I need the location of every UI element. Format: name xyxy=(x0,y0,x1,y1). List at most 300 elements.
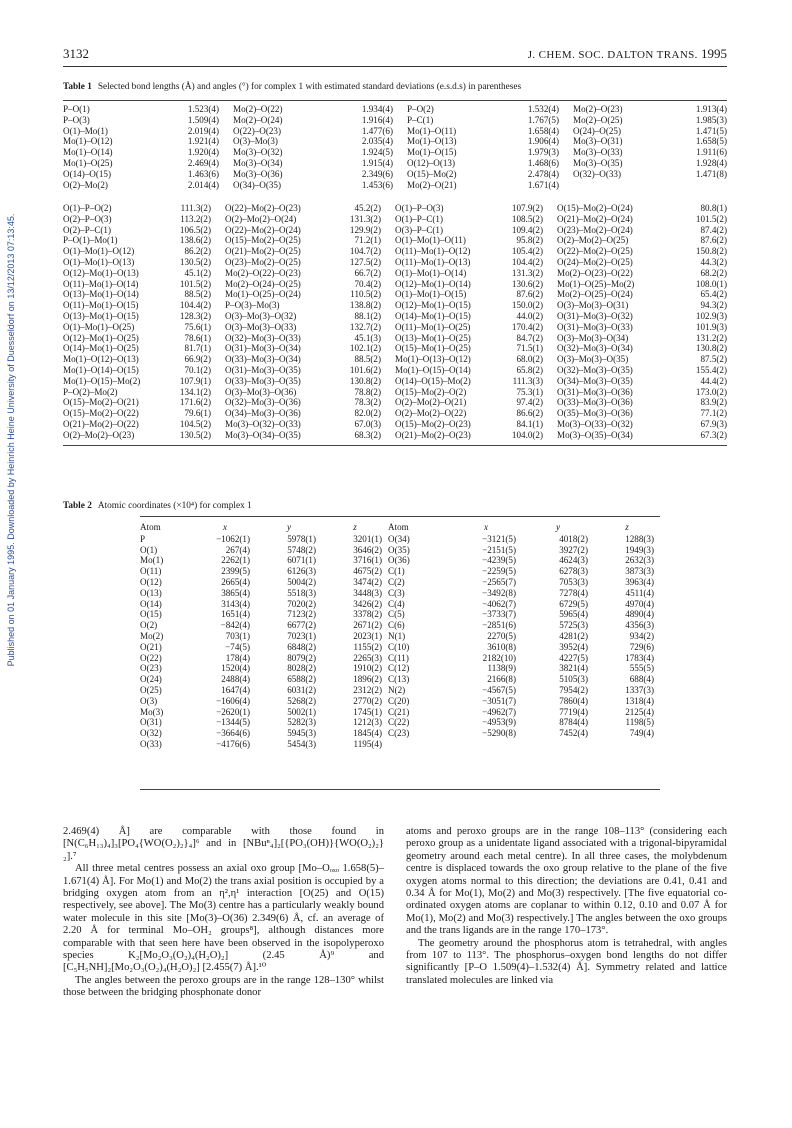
table-row xyxy=(63,279,727,290)
atom-cell: C(5) xyxy=(388,609,405,620)
z-coord-cell: 1337(3) xyxy=(625,684,654,695)
y-coord-cell: 5454(3) xyxy=(287,738,316,749)
bond-label xyxy=(573,180,675,191)
bond-value: 1.509(4) xyxy=(187,114,219,125)
z-coord-cell: 1910(2) xyxy=(353,663,382,674)
table1-label: Table 1 xyxy=(63,82,92,92)
atom-cell xyxy=(388,739,450,750)
angle-value: 129.9(2) xyxy=(349,224,381,235)
y-coord-cell: 7023(1) xyxy=(287,630,316,641)
z-coord-cell: 1195(4) xyxy=(353,738,382,749)
angle-value: 131.3(2) xyxy=(511,267,543,278)
angle-label: O(31)–Mo(3)–O(35) xyxy=(225,364,301,375)
bond-label: O(1)–Mo(1) xyxy=(63,125,108,136)
col-header-y: y xyxy=(286,522,292,532)
col-header-z: z xyxy=(353,522,357,532)
body-paragraph: All three metal centres possess an axial oxo group [Mo–Oₒₓₒ 1.658(5)–1.671(4) Å]. For Mo(1) and Mo(2) the trans axial position is occupied by a bridging oxygen atom from an η²,η¹ interaction [O(25) and O(15) respectively, see above]. The Mo(3) centre has a particularly weakly bound water molecule in this site [Mo(3)–O(36) 2.349(6) Å, cf. an average of 2.20 Å for terminal Mo–OH₂ groups⁸], although distances more comparable with that seen here have been observed in the isopolyperoxo species K₂[Mo₂O₃(O₂)₄(H₂O)₂] (2.45 Å)⁹ and [C₅H₅NH]₂[Mo₂O₃(O₂)₄(H₂O)₂] [2.455(7) Å].¹⁰ xyxy=(63,863,384,974)
angle-label: O(23)–Mo(2)–O(24) xyxy=(557,224,633,235)
y-coord-cell: 4281(2) xyxy=(559,630,588,641)
table-row xyxy=(63,322,727,333)
y-coord-cell: 5002(1) xyxy=(287,706,316,717)
angle-value: 78.6(1) xyxy=(184,332,211,343)
x-coord-cell: 703(1) xyxy=(225,630,250,641)
download-watermark xyxy=(4,180,18,700)
body-column-left xyxy=(63,826,384,1000)
bond-value: 1.911(6) xyxy=(696,147,727,158)
table2-top-rule xyxy=(140,516,660,517)
angle-label: O(2)–P–C(1) xyxy=(63,224,111,235)
y-coord-cell: 7860(4) xyxy=(559,695,588,706)
angle-label: O(11)–Mo(1)–O(13) xyxy=(395,256,471,267)
angle-label: O(1)–Mo(1)–O(13) xyxy=(63,256,135,267)
angle-value: 108.0(1) xyxy=(695,278,727,289)
page-number: 3132 xyxy=(63,46,89,61)
angle-value: 130.5(2) xyxy=(179,256,211,267)
angle-label: O(1)–Mo(1)–O(14) xyxy=(395,267,467,278)
angle-value: 44.0(2) xyxy=(516,310,543,321)
angle-value: 102.9(3) xyxy=(695,310,727,321)
table1-bond-angles xyxy=(63,203,727,441)
table1-bond-lengths xyxy=(63,104,727,190)
atom-cell: C(23) xyxy=(388,728,410,739)
bond-label: Mo(3)–O(33) xyxy=(573,147,623,158)
table-row xyxy=(140,609,660,620)
z-coord-cell: 3646(2) xyxy=(353,544,382,555)
angle-value: 101.6(2) xyxy=(349,364,381,375)
bond-value: 1.767(5) xyxy=(527,114,559,125)
angle-label: O(35)–Mo(3)–O(36) xyxy=(557,408,633,419)
angle-value: 70.1(2) xyxy=(184,364,211,375)
angle-value: 97.4(2) xyxy=(516,397,543,408)
atom-cell: O(32) xyxy=(140,728,162,739)
angle-label: O(11)–Mo(1)–O(15) xyxy=(63,300,139,311)
atom-cell: O(24) xyxy=(140,674,162,685)
bond-value xyxy=(675,180,727,191)
angle-label: O(31)–Mo(3)–O(32) xyxy=(557,310,633,321)
table2-coordinates xyxy=(140,522,660,750)
angle-value: 45.2(2) xyxy=(354,203,381,213)
table-row xyxy=(63,203,727,214)
angle-value: 104.4(2) xyxy=(511,256,543,267)
angle-value: 79.6(1) xyxy=(184,408,211,419)
x-coord-cell: −3733(7) xyxy=(482,609,516,620)
y-coord-cell: 6729(5) xyxy=(559,598,588,609)
body-paragraph: The angles between the peroxo groups are in the range 128–130° whilst those between the bridging phosphonate donor xyxy=(63,974,384,999)
y-coord-cell: 5748(2) xyxy=(287,544,316,555)
bond-value: 2.349(6) xyxy=(361,168,393,179)
y-coord-cell: 5268(2) xyxy=(287,695,316,706)
body-paragraph: 2.469(4) Å] are comparable with those found in [N(C₆H₁₃)₄]₃[PO₄{WO(O₂)₂}₄]⁶ and in [NBuⁿ₄]₂[{PO₃(OH)}{WO(O₂)₂}₂].⁷ xyxy=(63,826,384,862)
angle-label: O(2)–Mo(2)–O(25) xyxy=(557,235,629,246)
bond-value: 2.014(4) xyxy=(187,179,219,190)
atom-cell: C(1) xyxy=(388,566,405,577)
bond-value: 2.019(4) xyxy=(187,125,219,136)
x-coord-cell: −2851(6) xyxy=(482,620,516,631)
atom-cell: O(1) xyxy=(140,544,158,555)
z-coord-cell: 1745(1) xyxy=(353,706,382,717)
table1-bottom-rule xyxy=(63,445,727,446)
z-coord-cell: 1155(2) xyxy=(353,641,382,652)
body-paragraph: The geometry around the phosphorus atom is tetrahedral, with angles from 107 to 113°. The phosphorus–oxygen bond lengths do not differ significantly [P–O 1.509(4)–1.532(4) Å]. Symmetry related and lattice translated molecules are linked via xyxy=(406,937,727,986)
angle-value: 44.4(2) xyxy=(700,375,727,386)
angle-value: 111.3(2) xyxy=(180,203,211,213)
atom-cell: O(22) xyxy=(140,652,162,663)
y-coord-cell: 6126(3) xyxy=(287,566,316,577)
angle-label: O(1)–P–O(2) xyxy=(63,203,112,213)
angle-value: 108.5(2) xyxy=(511,213,543,224)
bond-value: 1.921(4) xyxy=(187,136,219,147)
y-coord-cell: 5945(3) xyxy=(287,728,316,739)
angle-label: P–O(1)–Mo(1) xyxy=(63,235,118,246)
x-coord-cell: 1520(4) xyxy=(221,663,250,674)
atom-cell: O(13) xyxy=(140,587,162,598)
x-coord-cell: 2399(5) xyxy=(221,566,250,577)
angle-label: O(1)–Mo(1)–O(25) xyxy=(63,321,135,332)
angle-value: 107.9(1) xyxy=(179,375,211,386)
angle-label: O(22)–Mo(2)–O(25) xyxy=(557,246,633,257)
x-coord-cell: −4176(6) xyxy=(216,738,250,749)
angle-label: O(34)–Mo(3)–O(36) xyxy=(225,408,301,419)
angle-value: 67.9(3) xyxy=(700,418,727,429)
angle-value: 84.1(1) xyxy=(516,418,543,429)
angle-value: 87.5(2) xyxy=(700,354,727,365)
angle-label: O(33)–Mo(3)–O(34) xyxy=(225,354,301,365)
angle-label: O(22)–Mo(2)–O(23) xyxy=(225,203,301,213)
angle-label: O(3)–Mo(3)–O(33) xyxy=(225,321,297,332)
angle-label: Mo(1)–O(14)–O(15) xyxy=(63,364,139,375)
bond-label: O(12)–O(13) xyxy=(407,157,455,168)
angle-label: O(12)–Mo(1)–O(15) xyxy=(395,300,471,311)
angle-label: O(24)–Mo(2)–O(25) xyxy=(557,256,633,267)
angle-label: O(21)–Mo(2)–O(24) xyxy=(557,213,633,224)
angle-value: 155.4(2) xyxy=(695,364,727,375)
bond-value: 1.523(4) xyxy=(187,104,219,114)
z-coord-cell: 934(2) xyxy=(629,630,654,641)
angle-value: 150.8(2) xyxy=(695,246,727,257)
body-column-right xyxy=(406,826,727,987)
x-coord-cell: −1606(4) xyxy=(216,695,250,706)
atom-cell: O(25) xyxy=(140,684,162,695)
bond-value: 1.906(4) xyxy=(527,136,559,147)
table-row xyxy=(140,696,660,707)
x-coord-cell: 2488(4) xyxy=(221,674,250,685)
table-row xyxy=(63,430,727,441)
angle-label: O(1)–Mo(1)–O(15) xyxy=(395,289,467,300)
bond-value: 1.471(8) xyxy=(695,168,727,179)
angle-value: 130.5(2) xyxy=(179,429,211,440)
atom-cell: N(1) xyxy=(388,630,406,641)
x-coord-cell: −3664(6) xyxy=(216,728,250,739)
x-coord-cell: 2166(8) xyxy=(487,674,516,685)
angle-value: 65.8(2) xyxy=(516,364,543,375)
table2-caption-text: Atomic coordinates (×10⁴) for complex 1 xyxy=(97,501,252,511)
atom-cell: C(10) xyxy=(388,641,410,652)
table-row xyxy=(63,158,727,169)
table-row xyxy=(140,653,660,664)
angle-label: O(1)–Mo(1)–O(12) xyxy=(63,246,135,257)
bond-value: 1.658(4) xyxy=(527,125,559,136)
x-coord-cell: −3051(7) xyxy=(482,695,516,706)
angle-label: O(14)–O(15)–Mo(2) xyxy=(395,375,471,386)
bond-label: Mo(3)–O(35) xyxy=(573,157,623,168)
angle-label: O(13)–Mo(1)–O(15) xyxy=(63,310,139,321)
table-row xyxy=(140,674,660,685)
angle-value: 132.7(2) xyxy=(349,321,381,332)
angle-label: O(21)–Mo(2)–O(22) xyxy=(63,418,139,429)
table-row xyxy=(63,126,727,137)
y-coord-cell: 8079(2) xyxy=(287,652,316,663)
table2-caption xyxy=(63,501,252,511)
y-coord-cell: 6278(3) xyxy=(559,566,588,577)
table-row xyxy=(140,534,660,545)
z-coord-cell: 2125(4) xyxy=(625,706,654,717)
atom-cell: O(12) xyxy=(140,576,162,587)
angle-value: 131.2(2) xyxy=(695,332,727,343)
angle-value: 104.0(2) xyxy=(511,429,543,440)
download-note[interactable]: Published on 01 January 1995. Downloaded by Heinrich Heine University of Duesseldorf on 13/12/2013 07:13:45. xyxy=(6,213,16,667)
atom-cell: O(21) xyxy=(140,641,162,652)
table-row xyxy=(140,588,660,599)
angle-value: 78.8(2) xyxy=(354,386,381,397)
x-coord-cell: −2565(7) xyxy=(482,576,516,587)
atom-cell: O(3) xyxy=(140,695,158,706)
y-coord-cell: 7452(4) xyxy=(559,728,588,739)
x-coord-cell: 2270(5) xyxy=(487,630,516,641)
atom-cell: O(14) xyxy=(140,598,162,609)
z-coord-cell: 4511(4) xyxy=(625,587,654,598)
bond-label: O(15)–Mo(2) xyxy=(407,168,457,179)
x-coord-cell: −2151(5) xyxy=(482,544,516,555)
y-coord-cell: 3821(4) xyxy=(559,663,588,674)
z-coord-cell: 3716(1) xyxy=(353,555,382,566)
angle-value: 109.4(2) xyxy=(511,224,543,235)
bond-label: O(22)–O(23) xyxy=(233,125,281,136)
table-row xyxy=(63,268,727,279)
angle-label: O(3)–Mo(3)–O(35) xyxy=(557,354,629,365)
table-row xyxy=(63,333,727,344)
atom-cell: O(35) xyxy=(388,544,410,555)
angle-value: 45.1(2) xyxy=(184,267,211,278)
angle-label: O(15)–Mo(2)–O(24) xyxy=(557,203,633,213)
angle-value: 78.3(2) xyxy=(354,397,381,408)
x-coord-cell: −4962(7) xyxy=(482,706,516,717)
z-coord-cell: 1949(3) xyxy=(625,544,654,555)
table-row xyxy=(63,387,727,398)
table-row xyxy=(63,289,727,300)
bond-label: O(32)–O(33) xyxy=(573,168,621,179)
x-coord-cell: 178(4) xyxy=(225,652,250,663)
angle-value: 83.9(2) xyxy=(700,397,727,408)
angle-value: 95.8(2) xyxy=(516,235,543,246)
z-coord-cell: 1212(3) xyxy=(353,717,382,728)
z-coord-cell: 2312(2) xyxy=(353,684,382,695)
z-coord-cell: 1896(2) xyxy=(353,674,382,685)
y-coord-cell: 6071(1) xyxy=(287,555,316,566)
bond-label: Mo(2)–O(24) xyxy=(233,114,283,125)
table-row xyxy=(140,555,660,566)
angle-label: Mo(1)–O(25)–O(24) xyxy=(225,289,301,300)
atom-cell: C(20) xyxy=(388,695,410,706)
angle-label: Mo(2)–O(24)–O(25) xyxy=(225,278,301,289)
angle-label: O(3)–Mo(3)–O(32) xyxy=(225,310,297,321)
angle-value: 128.3(2) xyxy=(179,310,211,321)
table-row xyxy=(63,408,727,419)
angle-value: 87.4(2) xyxy=(700,224,727,235)
angle-value: 104.7(2) xyxy=(349,246,381,257)
bond-label: Mo(3)–O(36) xyxy=(233,168,283,179)
journal-title: J. CHEM. SOC. DALTON TRANS. xyxy=(527,49,698,61)
y-coord-cell: 8028(2) xyxy=(287,663,316,674)
bond-value: 1.468(6) xyxy=(527,157,559,168)
bond-value: 1.915(4) xyxy=(361,157,393,168)
y-coord-cell: 4227(5) xyxy=(559,652,588,663)
z-coord-cell: 729(6) xyxy=(629,641,654,652)
x-coord-cell: −1062(1) xyxy=(216,533,250,544)
z-coord-cell: 3426(2) xyxy=(353,598,382,609)
y-coord-cell: 3952(4) xyxy=(559,641,588,652)
z-coord-cell: 4675(2) xyxy=(353,566,382,577)
x-coord-cell: 3143(4) xyxy=(221,598,250,609)
angle-value: 94.3(2) xyxy=(700,300,727,311)
angle-label: O(32)–Mo(3)–O(33) xyxy=(225,332,301,343)
angle-label: O(22)–Mo(2)–O(24) xyxy=(225,224,301,235)
x-coord-cell: 1651(4) xyxy=(221,609,250,620)
y-coord-cell: 5725(3) xyxy=(559,620,588,631)
angle-label: O(3)–Mo(3)–O(34) xyxy=(557,332,629,343)
table-row xyxy=(63,214,727,225)
table-row xyxy=(63,136,727,147)
bond-value: 1.916(4) xyxy=(361,114,393,125)
angle-label: O(3)–Mo(3)–O(36) xyxy=(225,386,297,397)
y-coord-cell: 7719(4) xyxy=(559,706,588,717)
col-header-x: x xyxy=(222,522,228,532)
angle-value: 86.6(2) xyxy=(516,408,543,419)
y-coord-cell: 5282(3) xyxy=(287,717,316,728)
angle-label: O(3)–P–C(1) xyxy=(395,224,443,235)
bond-label: O(2)–Mo(2) xyxy=(63,179,108,190)
z-coord-cell: 3474(2) xyxy=(353,576,382,587)
table-row xyxy=(63,235,727,246)
z-coord-cell: 4970(4) xyxy=(625,598,654,609)
angle-label: O(32)–Mo(3)–O(36) xyxy=(225,397,301,408)
angle-value: 75.3(1) xyxy=(516,386,543,397)
angle-value: 88.1(2) xyxy=(354,310,381,321)
angle-value: 130.6(2) xyxy=(511,278,543,289)
z-coord-cell: 1198(5) xyxy=(625,717,654,728)
angle-label: O(15)–Mo(1)–O(25) xyxy=(395,343,471,354)
bond-value: 2.035(4) xyxy=(361,136,393,147)
angle-label: O(1)–P–C(1) xyxy=(395,213,443,224)
table-row xyxy=(63,104,727,115)
z-coord-cell: 2265(3) xyxy=(353,652,382,663)
angle-value: 138.8(2) xyxy=(349,300,381,311)
table-row xyxy=(140,707,660,718)
angle-label: O(12)–Mo(1)–O(14) xyxy=(395,278,471,289)
angle-value: 82.0(2) xyxy=(354,408,381,419)
y-coord-cell: 5978(1) xyxy=(287,533,316,544)
angle-value: 134.1(2) xyxy=(179,386,211,397)
z-coord-cell: 688(4) xyxy=(629,674,654,685)
table-row xyxy=(63,376,727,387)
y-coord-cell: 6031(2) xyxy=(287,684,316,695)
y-coord-cell: 4624(3) xyxy=(559,555,588,566)
table-row xyxy=(140,599,660,610)
bond-label: Mo(2)–O(23) xyxy=(573,104,623,114)
bond-label: Mo(2)–O(21) xyxy=(407,179,457,190)
angle-value: 87.6(2) xyxy=(516,289,543,300)
bond-value: 1.463(6) xyxy=(187,168,219,179)
atom-cell: Mo(3) xyxy=(140,706,164,717)
bond-value: 1.928(4) xyxy=(695,157,727,168)
x-coord-cell: −4567(5) xyxy=(482,684,516,695)
bond-value: 1.453(6) xyxy=(361,179,393,190)
angle-value: 171.6(2) xyxy=(179,397,211,408)
table-row xyxy=(63,147,727,158)
bond-value: 1.471(5) xyxy=(695,125,727,136)
bond-value: 1.477(6) xyxy=(361,125,393,136)
y-coord-cell: 7123(2) xyxy=(287,609,316,620)
angle-label: O(14)–Mo(1)–O(15) xyxy=(395,310,471,321)
angle-value: 101.5(2) xyxy=(179,278,211,289)
angle-value: 68.3(2) xyxy=(354,429,381,440)
bond-label: Mo(1)–O(13) xyxy=(407,136,457,147)
angle-value: 81.7(1) xyxy=(184,343,211,354)
y-coord-cell: 4018(2) xyxy=(559,533,588,544)
bond-label: P–C(1) xyxy=(407,114,434,125)
angle-label: O(31)–Mo(3)–O(33) xyxy=(557,321,633,332)
angle-label: O(2)–P–O(3) xyxy=(63,213,112,224)
atom-cell: O(33) xyxy=(140,738,162,749)
table-row xyxy=(63,115,727,126)
bond-label: Mo(1)–O(12) xyxy=(63,136,113,147)
angle-label: O(11)–Mo(1)–O(14) xyxy=(63,278,139,289)
x-coord-cell: −1344(5) xyxy=(216,717,250,728)
z-coord-cell: 555(5) xyxy=(629,663,654,674)
y-coord-cell: 8784(4) xyxy=(559,717,588,728)
atom-cell: C(21) xyxy=(388,706,410,717)
angle-value: 130.8(2) xyxy=(349,375,381,386)
table1-caption xyxy=(63,82,521,92)
x-coord-cell: −4239(5) xyxy=(482,555,516,566)
x-coord-cell xyxy=(450,739,522,750)
angle-label: O(15)–Mo(2)–O(25) xyxy=(225,235,301,246)
bond-label: Mo(3)–O(32) xyxy=(233,147,283,158)
angle-label: Mo(1)–O(15)–O(14) xyxy=(395,364,471,375)
bond-value: 1.924(5) xyxy=(361,147,393,158)
bond-value: 1.920(4) xyxy=(187,147,219,158)
z-coord-cell: 1288(3) xyxy=(625,533,654,544)
table2-label: Table 2 xyxy=(63,501,92,511)
z-coord-cell: 1318(4) xyxy=(625,695,654,706)
table2-bottom-rule xyxy=(140,789,660,790)
running-header xyxy=(63,46,727,64)
angle-label: O(31)–Mo(3)–O(36) xyxy=(557,386,633,397)
angle-label: P–O(3)–Mo(3) xyxy=(225,300,280,311)
angle-label: O(2)–Mo(2)–O(23) xyxy=(63,429,135,440)
x-coord-cell: 3610(8) xyxy=(487,641,516,652)
angle-value: 101.5(2) xyxy=(695,213,727,224)
col-header-atom: Atom xyxy=(140,522,161,532)
bond-label: Mo(1)–O(11) xyxy=(407,125,457,136)
bond-label: P–O(1) xyxy=(63,104,90,114)
col-header-z-2: z xyxy=(625,522,629,532)
angle-label: Mo(2)–O(22)–O(23) xyxy=(225,267,301,278)
x-coord-cell: 2665(4) xyxy=(221,576,250,587)
angle-label: O(31)–Mo(3)–O(34) xyxy=(225,343,301,354)
table-row xyxy=(140,728,660,739)
table-row xyxy=(63,300,727,311)
table-row xyxy=(63,180,727,191)
